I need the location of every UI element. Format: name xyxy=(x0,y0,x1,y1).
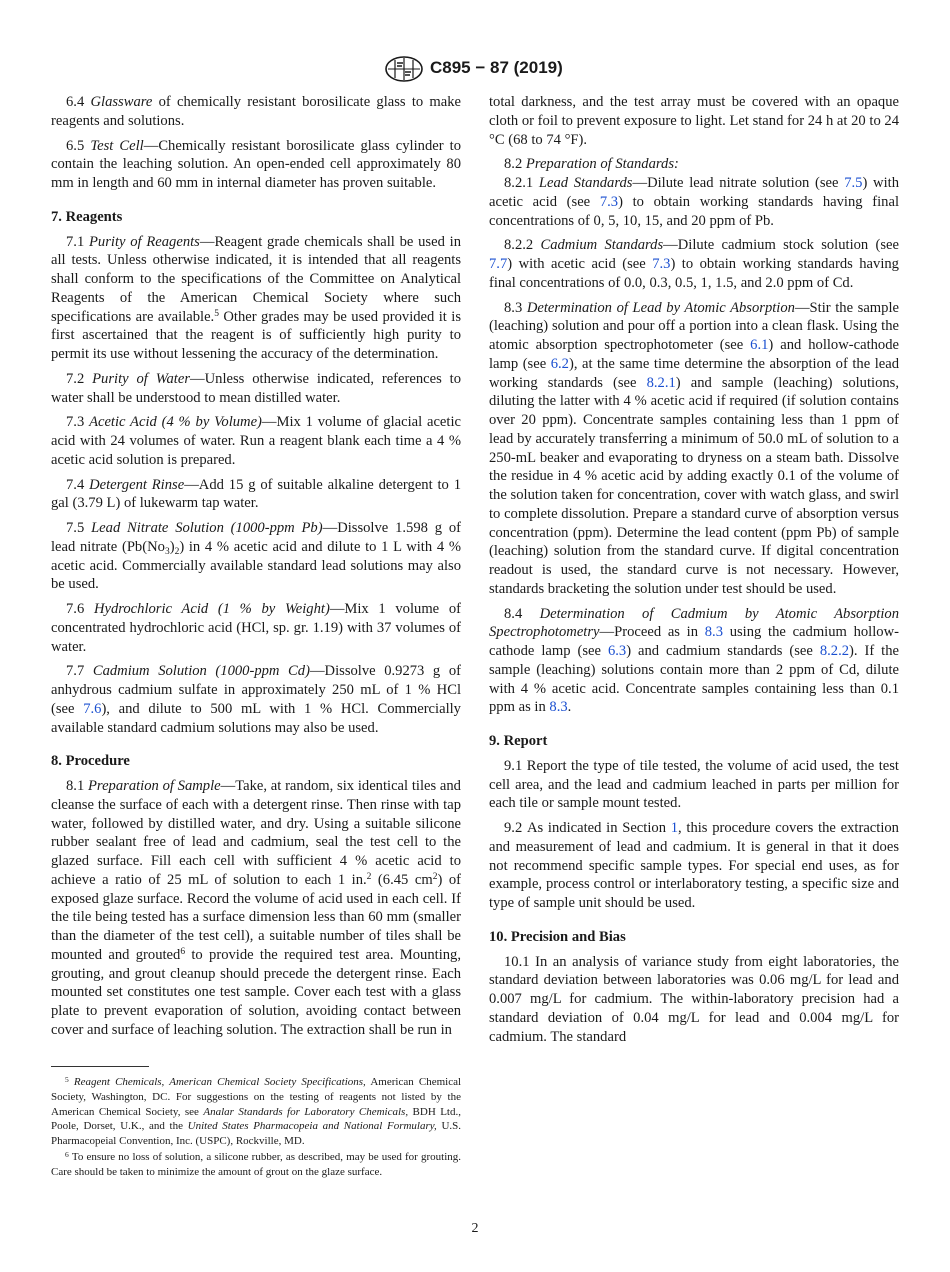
document-designation: C895 − 87 (2019) xyxy=(430,58,563,77)
paragraph-8-2: 8.2 Preparation of Standards: xyxy=(504,156,679,173)
section-heading-precision-and-bias: 10. Precision and Bias xyxy=(489,928,626,945)
footnote-rule xyxy=(51,1066,149,1067)
link-ref-6-1[interactable]: 6.1 xyxy=(750,337,769,353)
right-column xyxy=(489,93,899,1046)
link-ref-8-2-2[interactable]: 8.2.2 xyxy=(819,643,850,659)
footnote-5: $^5$ Reagent Chemicals, American Chemical Society Specifications, American Chemical Society, Washington, DC. For suggestions on the testing of reagents not listed by the American Chemical Society, see Analar Standards for Laboratory Chemicals, BDH Ltd., Poole, Dorset, U.K., and the United States Pharmacopeia and National Formulary, U.S. Pharmacopeial Convention, Inc. (USPC), Rockville, MD. xyxy=(51,1075,462,1148)
paragraph-9-1: 9.1 Report the type of tile tested, the volume of acid used, the test cell area, and the lead and cadmium leached in parts per million for each tile or sample mount tested. xyxy=(489,757,899,812)
paragraph-8-4: 8.4 Determination of Cadmium by Atomic Absorption Spectrophotometry—Proceed as in 8.3 using the cadmium hollow-cathode lamp (see 6.3) and cadmium standards (see 8.2.2). If the sample (leaching) solutions contain more than 2 ppm of Cd, dilute with 4 % acetic acid. Concentrate samples containing less than 0.1 ppm as in 8.3. xyxy=(489,605,900,716)
paragraph-7-5: 7.5 Lead Nitrate Solution (1000-ppm Pb)—Dissolve 1.598 g of lead nitrate $(Pb(No_3)_2)$ in 4 % acetic acid and dilute to 1 L with 4 % acetic acid. Commercially available standard lead solutions may also be used. xyxy=(51,520,461,593)
section-heading-report: 9. Report xyxy=(489,733,548,749)
paragraph-6-5: 6.5 Test Cell—Chemically resistant borosilicate glass cylinder to contain the leaching solution. An open-ended cell approximately 80 mm in length and 60 mm in internal diameter has proven suitable. xyxy=(51,137,461,191)
link-ref-7-6[interactable]: 7.6 xyxy=(83,700,102,717)
footnote-ref-5[interactable]: 5 xyxy=(214,308,219,319)
paragraph-10-1: 10.1 In an analysis of variance study from eight laboratories, the standard deviation between laboratories was 0.06 mg/L for lead and 0.007 mg/L for cadmium. The within-laboratory precision had a standard deviation of 0.04 mg/L for lead and 0.004 mg/L for cadmium. The standard xyxy=(489,953,899,1045)
page-number: 2 xyxy=(471,1221,479,1236)
paragraph-6-4: 6.4 Glassware of chemically resistant borosilicate glass to make reagents and solutions. xyxy=(51,94,461,129)
paragraph-8-3: 8.3 Determination of Lead by Atomic Absorption—Stir the sample (leaching) solution and pour off a portion into a clean flask. Using the atomic absorption spectrophotometer (see 6.1) and hollow-cathode lamp (see 6.2), at the same time determine the absorption of the lead working standards (see 8.2.1) and sample (leaching) solutions, diluting the latter with 4 % acetic acid if required (if solution contains over 20 ppm). Concentrate samples containing less than 1 ppm of lead by accurately transferring a minimum of 50.0 mL of solution to a 250-mL beaker and evaporating to dryness on a steam bath. Dissolve the residue in 4 % acetic acid by adding exactly 0.1 of the volume of the solution taken for concentration, cover with watch glass, and swirl to complete dissolution. Prepare a standard curve of absorption versus concentration (ppm). Determine the lead content (ppm Pb) of sample (leaching) solution from the standard curve. If digital concentration readout is used, the standard curve is not necessary. However, standards bracketing the solution under test should be used. xyxy=(489,299,900,597)
paragraph-7-4: 7.4 Detergent Rinse—Add 15 g of suitable alkaline detergent to 1 gal (3.79 L) of lukewarm tap water. xyxy=(51,476,461,512)
link-ref-8-3[interactable]: 8.3 xyxy=(704,624,723,641)
paragraph-7-3: 7.3 Acetic Acid (4 % by Volume)—Mix 1 volume of glacial acetic acid with 24 volumes of water. Run a reagent blank each time a 4 % acetic acid solution is prepared. xyxy=(51,414,461,468)
link-ref-7-3[interactable]: 7.3 xyxy=(652,256,671,272)
paragraph-8-2-2: 8.2.2 Cadmium Standards—Dilute cadmium stock solution (see 7.7) with acetic acid (see 7.3) to obtain working standards having final concentrations of 0.0, 0.3, 0.5, 1, 1.5, and 2.0 ppm of Cd. xyxy=(489,237,899,291)
link-ref-6-2[interactable]: 6.2 xyxy=(550,355,569,372)
link-ref-section-1[interactable]: 1 xyxy=(670,820,679,836)
link-ref-6-3[interactable]: 6.3 xyxy=(607,643,627,659)
link-ref-8-3[interactable]: 8.3 xyxy=(549,699,568,716)
paragraph-7-1: 7.1 Purity of Reagents—Reagent grade chemicals shall be used in all tests. Unless otherwise indicated, it is intended that all reagents shall conform to the specifications of the Committee on Analytical Reagents of the American Chemical Society where such specifications are available.$^5$ Other grades may be used provided it is first ascertained that the reagent is of sufficiently high purity to permit its use without lessening the accuracy of the determination. xyxy=(51,233,462,362)
paragraph-8-1-continued: total darkness, and the test array must be covered with an opaque cloth or foil to prevent exposure to light. Let stand for 24 h at 20 to 24 °C (68 to 74 °F). xyxy=(489,94,899,148)
link-ref-7-5[interactable]: 7.5 xyxy=(844,175,863,191)
section-heading-reagents: 7. Reagents xyxy=(51,208,123,225)
paragraph-8-1-part1: 8.1 Preparation of Sample—Take, at random, six identical tiles and cleanse the surface of each with a detergent rinse. Then rinse with tap water, followed by distilled water, and dry. Using a suitable silicone rubber sealant free of lead and cadmium, seal the test cell to the glazed surface. Fill each cell with sufficient 4 % acetic acid to achieve a ratio of 25 mL of solution to each 1 in.$^2$ (6.45 $cm^2$) of exposed glaze surface. Record the volume of acid used in each cell. If the tile being tested has a surface dimension less than 60 mm (smaller than the diameter of the test cell), a suitable number of tiles shall be mounted and grouted$^6$ to provide the required test area. Mounting, grouting, and grout cleanup should precede the detergent rinse. Each mounted set constitutes one test sample. Cover each test with a glass plate to prevent evaporation of solution, avoiding contact between cover and surface of leaching solution. The extraction shall be run in xyxy=(51,778,461,1038)
paragraph-7-2: 7.2 Purity of Water—Unless otherwise indicated, references to water shall be understood to mean distilled water. xyxy=(51,370,461,406)
footnote-6: $^6$ To ensure no loss of solution, a silicone rubber, as described, may be used for grouting. Care should be taken to minimize the amount of grout on the glaze surface. xyxy=(51,1149,462,1178)
paragraph-7-6: 7.6 Hydrochloric Acid (1 % by Weight)—Mix 1 volume of concentrated hydrochloric acid (HCl, sp. gr. 1.19) with 37 volumes of water. xyxy=(51,601,461,655)
paragraph-7-7: 7.7 Cadmium Solution (1000-ppm Cd)—Dissolve 0.9273 g of anhydrous cadmium sulfate in approximately 250 mL of 1 % HCl (see 7.6), and dilute to 500 mL with 1 % HCl. Commercially available standard cadmium solutions may also be used. xyxy=(51,663,461,736)
link-ref-7-3[interactable]: 7.3 xyxy=(599,193,619,210)
astm-logo-icon xyxy=(384,56,424,82)
link-ref-7-7[interactable]: 7.7 xyxy=(489,256,508,272)
footnotes xyxy=(51,1075,461,1180)
link-ref-8-2-1[interactable]: 8.2.1 xyxy=(646,374,676,391)
section-heading-procedure: 8. Procedure xyxy=(51,753,130,770)
footnote-ref-6[interactable]: 6 xyxy=(180,946,186,957)
page-header xyxy=(0,56,950,84)
left-column xyxy=(51,93,461,1040)
paragraph-8-2-1: 8.2.1 Lead Standards—Dilute lead nitrate solution (see 7.5) with acetic acid (see 7.3) to obtain working standards having final concentrations of 0, 5, 10, 15, and 20 ppm of Pb. xyxy=(489,175,899,229)
paragraph-9-2: 9.2 As indicated in Section 1, this procedure covers the extraction and measurement of lead and cadmium. It is general in that it does not recommend specific sample types. For special end uses, as for example, process control or interlaboratory testing, a specific size and type of sample unit should be used. xyxy=(489,820,899,911)
